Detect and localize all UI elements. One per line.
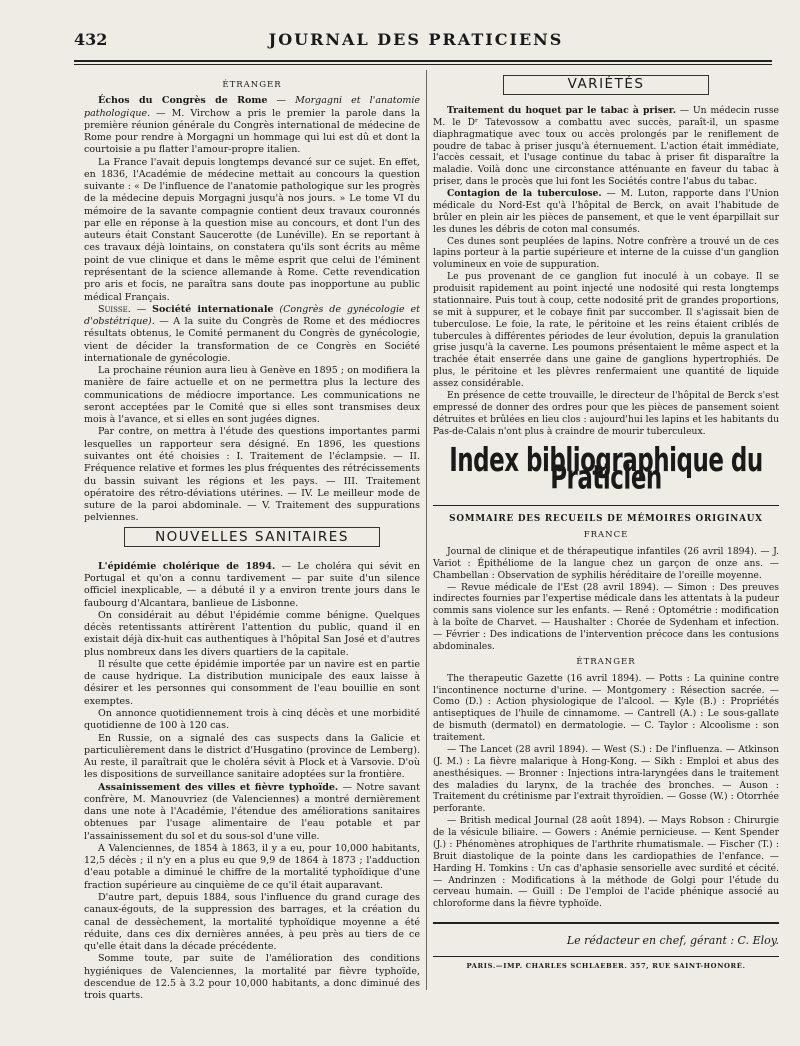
article-suisse: Suisse. — Société internationale (Congrès de gynécologie et d'obstétrique). — A la suite du Congrès de Rome et des médiocres résultats obtenus, le Comité permanent du Congrès de gynécologie, vient de décider la transformation de ce Congrès en Société internationale de gynécologie.: [84, 303, 420, 364]
article-assainissement: [84, 782, 420, 843]
paragraph: — Un médecin russe M. le Dʳ Tatevossow a combattu avec succès, paraît-il, un spasme diaphragmatique avec toux ou accès prolongés par le reniflement de poudre de tabac à priser jusqu'à éternuement. L'action était immédiate, l'accès cessait, et l'usage continue du tabac à priser fit disparaître la maladie. Voilà donc une circonstance atténuante en faveur du tabac à priser, dans le procès que lui font les Sociétés contre l'abus du tabac.: [433, 104, 779, 188]
paragraph: — Notre savant confrère, M. Manouvriez (de Valenciennes) a montré dernièrement dans une note à l'Académie, l'étendue des améliorations sanitaires obtenues par l'usage alimentaire de l'eau potable et par l'assainissement du sol et du sous-sol d'une ville.: [84, 781, 420, 842]
run-in-title: Société internationale: [152, 303, 274, 315]
paragraph: On annonce quotidiennement trois à cinq décès et une morbidité quotidienne de 100 à 120 cas.: [84, 708, 420, 732]
section-france: FRANCE: [583, 530, 629, 540]
header-rule-thin: [74, 64, 772, 65]
section-etranger: ÉTRANGER: [222, 80, 282, 90]
paragraph: On considérait au début l'épidémie comme bénigne. Quelques décès retentissants attirèrent l'attention du public, quand il en existait déjà dix-huit cas authentiques à l'hôpital San José et d'autres plus nombreux dans les divers quartiers de la capitale.: [84, 609, 420, 658]
subtitle: Morgagni et l'anatomie pathologique.: [84, 95, 420, 119]
run-in-title: L'épidémie cholérique de 1894.: [98, 560, 276, 572]
paragraph: Somme toute, par suite de l'amélioration des conditions hygiéniques de Valenciennes, la mortalité par fièvre typhoïde, descendue de 12.5 à 3.2 pour 10,000 habitants, a donc diminué des trois quarts.: [84, 953, 420, 1002]
section-varietes: VARIÉTÉS: [567, 76, 645, 92]
article-cholera: [84, 561, 420, 610]
paragraph: — Le choléra qui sévit en Portugal et qu'on a connu tardivement — par suite d'un silence officiel inexplicable, — a débuté il y a environ trente jours dans le faubourg d'Alcantara, banlieue de Lisbonne.: [84, 560, 420, 609]
paragraph: Le pus provenant de ce ganglion fut inoculé à un cobaye. Il se produisit rapidement au point injecté une nodosité qui resta longtemps stationnaire. Puis tout à coup, cette nodosité prit de grandes proportions, se mit à suppurer, et le cobaye finit par succomber. Il s'agissait bien de tuberculose. Le foie, la rate, le péritoine et les reins étaient criblés de tubercules à différentes périodes de leur évolution, depuis la granulation grise jusqu'à la caverne. Les poumons présentaient le même aspect et la trachée était enserrée dans une gaine de ganglions hypertrophiés. De plus, le péritoine et les plèvres renfermaient une quantité de liquide assez considérable.: [433, 271, 779, 389]
paragraph: En présence de cette trouvaille, le directeur de l'hôpital de Berck s'est empressé de donner des ordres pour que les pièces de pansement soient détruites et brûlées en lieu clos : aujourd'hui les lapins et les habitants du Pas-de-Calais n'ont plus à craindre de mourir tuberculeux.: [433, 389, 779, 437]
page-number: 432: [74, 30, 108, 49]
section-box: [503, 75, 709, 95]
index-entry: — British medical Journal (28 août 1894). — Mays Robson : Chirurgie de la vésicule biliaire. — Gowers : Anémie pernicieuse. — Kent Spender (J.) : Phénomènes atrophiques de l'arthrite rhumatismale. — Fischer (T.) : Bruit diastolique de la pointe dans les cardiopathies de l'enfance. — Harding H. Tomkins : Un cas d'aphasie sensorielle avec surdité et cécité. — Andrinzen : Modifications à la méthode de Golgi pour l'étude du cerveau humain. — Guill : De l'emploi de l'acide phénique associé au chloroforme dans la fièvre typhoïde.: [433, 815, 779, 910]
paragraph: — M. Luton, rapporte dans l'Union médicale du Nord-Est qu'à l'hôpital de Berck, on avait l'habitude de brûler en plein air les pièces de pansement, et que le vent éparpillait sur les dunes les débris de coton mal consumés.: [433, 188, 780, 235]
editor-signature: Le rédacteur en chef, gérant : C. Eloy.: [566, 934, 779, 947]
article-hoquet: [433, 105, 779, 188]
page-header: [60, 30, 772, 60]
paragraph: — M. Virchow a pris le premier la parole dans la première réunion générale du Congrès international de médecine de Rome pour rendre à Morgagni un hommage qui lui est dû et dont la courtoisie a pu flatter l'amour-propre italien.: [84, 107, 420, 156]
column-divider: [426, 70, 427, 990]
index-title: Index bibliographique du Praticien: [449, 442, 763, 498]
paragraph: La France l'avait depuis longtemps devancé sur ce sujet. En effet, en 1836, l'Académie de médecine mettait au concours la question suivante : « De l'influence de l'anatomie pathologique sur les progrès de la médecine depuis Morgagni jusqu'à nos jours. » Le tome VI du mémoire de la savante compagnie contient deux travaux couronnés par elle en réponse à la question mise au concours, et dont l'un des auteurs était Constant Saucerotte (de Lunéville). En se reportant à ces travaux déjà lointains, on constatera qu'ils sont écrits au même point de vue clinique et dans le même esprit que celui de l'éminent représentant de la science allemande à Rome. Cette revendication pro aris et focis, ne paraîtra sans doute pas inopportune au public médical Français.: [84, 156, 420, 303]
sommaire-heading: SOMMAIRE DES RECUEILS DE MÉMOIRES ORIGINAUX: [449, 514, 763, 525]
run-in-title: Traitement du hoquet par le tabac à priser.: [447, 104, 676, 116]
section-nouvelles-sanitaires: NOUVELLES SANITAIRES: [155, 528, 349, 545]
paragraph: D'autre part, depuis 1884, sous l'influence du grand curage des canaux-égouts, de la suppression des barrages, et la création du canal de dessèchement, la mortalité typhoïdique moyenne a été réduite, dans ces dix dernières années, à peu près au tiers de ce qu'elle était dans la décade précédente.: [84, 892, 420, 953]
paragraph: Il résulte que cette épidémie importée par un navire est en partie de cause hydrique. La distribution municipale des eaux laisse à désirer et les personnes qui consomment de l'eau bouillie en sont exemptes.: [84, 658, 420, 707]
index-entry: — The Lancet (28 avril 1894). — West (S.) : De l'influenza. — Atkinson (J. M.) : La fièvre malarique à Hong-Kong. — Sikh : Emploi et abus des anesthésiques. — Bronner : Injections intra-laryngées dans le traitement des maladies du larynx, de la trachée des bronches. — Auson : Traitement du crétinisme par l'extrait thyroïdien. — Gosse (W.) : Otorrhée perforante.: [433, 743, 779, 815]
paragraph: — A la suite du Congrès de Rome et des médiocres résultats obtenus, le Comité permanent du Congrès de gynécologie, vient de décider la transformation de ce Congrès en Société internationale de gynécologie.: [84, 316, 420, 364]
index-entry: The therapeutic Gazette (16 avril 1894). — Potts : La quinine contre l'incontinence nocturne d'urine. — Montgomery : Résection sacrée. — Como (D.) : Action physiologique de l'alcool. — Kyle (B.) : Propriétés antiseptiques de l'huile de cinnamome. — Cantrell (A.) : Le sous-gallate de bismuth (dermatol) en dermatologie. — C. Taylor : Alcoolisme : son traitement.: [433, 672, 779, 743]
index-rule: [433, 505, 779, 506]
paragraph: Ces dunes sont peuplées de lapins. Notre confrère a trouvé un de ces lapins porteur à la partie supérieure et interne de la cuisse d'un ganglion volumineux en voie de suppuration.: [433, 235, 779, 271]
printer-imprint: PARIS.—IMP. CHARLES SCHLAEBER. 357, RUE SAINT-HONORÉ.: [466, 962, 746, 970]
article-tuberculose: [433, 188, 779, 236]
paragraph: La prochaine réunion aura lieu à Genève en 1895 ; on modifiera la manière de faire actuelle et on ne permettra plus la lecture des communications de médiocre importance. Les communications ne seront acceptées par le Comité que si elles sont transmises deux mois à l'avance, et si elles en sont jugées dignes.: [84, 365, 420, 426]
subtitle: (Congrès de gynécologie et d'obstétrique).: [84, 303, 420, 328]
run-in-title: Échos du Congrès de Rome: [98, 95, 268, 107]
index-entry: — Revue médicale de l'Est (28 avril 1894). — Simon : Des preuves indirectes fournies par l'expertise médicale dans les attentats à la pudeur commis sans violence sur les enfants. — René : Optométrie : modification à la boîte de Charvet. — Haushalter : Chorée de Sydenham et infection. — Février : Des indications de l'intervention précoce dans les contusions abdominales.: [433, 581, 779, 652]
run-in-title: Assainissement des villes et fièvre typhoïde.: [98, 781, 339, 793]
footer-rule-thin: [433, 956, 779, 957]
country-label: Suisse.: [98, 303, 131, 315]
footer-rule: [433, 922, 779, 924]
section-etranger: ÉTRANGER: [576, 656, 636, 667]
journal-title: JOURNAL DES PRATICIENS: [268, 30, 564, 49]
header-rule: [74, 60, 772, 62]
right-column: [433, 75, 779, 910]
left-column: [84, 75, 420, 1002]
paragraph: A Valenciennes, de 1854 à 1863, il y a eu, pour 10,000 habitants, 12,5 décès ; il n'y en a plus eu que 9,9 de 1864 à 1873 ; l'adduction d'eau potable a diminué le chiffre de la mortalité typhoïdique d'une fraction supérieure au cinquième de ce qu'il était auparavant.: [84, 842, 420, 891]
paragraph: Par contre, on mettra à l'étude des questions importantes parmi lesquelles un rapporteur sera désigné. En 1896, les questions suivantes ont été choisies : I. Traitement de l'éclampsie. — II. Fréquence relative et formes les plus fréquentes des rétrécissements du bassin suivant les régions et les pays. — III. Traitement opératoire des rétro-déviations utérines. — IV. Le meilleur mode de suture de la paroi abdominale. — V. Traitement des suppurations pelviennes.: [84, 426, 420, 524]
paragraph: En Russie, on a signalé des cas suspects dans la Galicie et particulièrement dans le district d'Husgatino (province de Lemberg). Au reste, il paraîtrait que le choléra sévit à Plock et à Varsovie. D'où les dispositions de surveillance sanitaire adoptées sur la frontière.: [84, 732, 420, 781]
run-in-title: Contagion de la tuberculose.: [447, 188, 602, 199]
article-echos: Échos du Congrès de Rome — Morgagni et l'anatomie pathologique. — M. Virchow a pris le premier la parole dans la première réunion générale du Congrès international de médecine de Rome pour rendre à Morgagni un hommage qui lui est dû et dont la courtoisie a pu flatter l'amour-propre italien.: [84, 95, 420, 156]
section-box: [124, 527, 380, 547]
index-entry: Journal de clinique et de thérapeutique infantiles (26 avril 1894). — J. Variot : Épithéliome de la langue chez un garçon de onze ans. — Chambellan : Observation de syphilis héréditaire de l'oreille moyenne.: [433, 545, 779, 581]
